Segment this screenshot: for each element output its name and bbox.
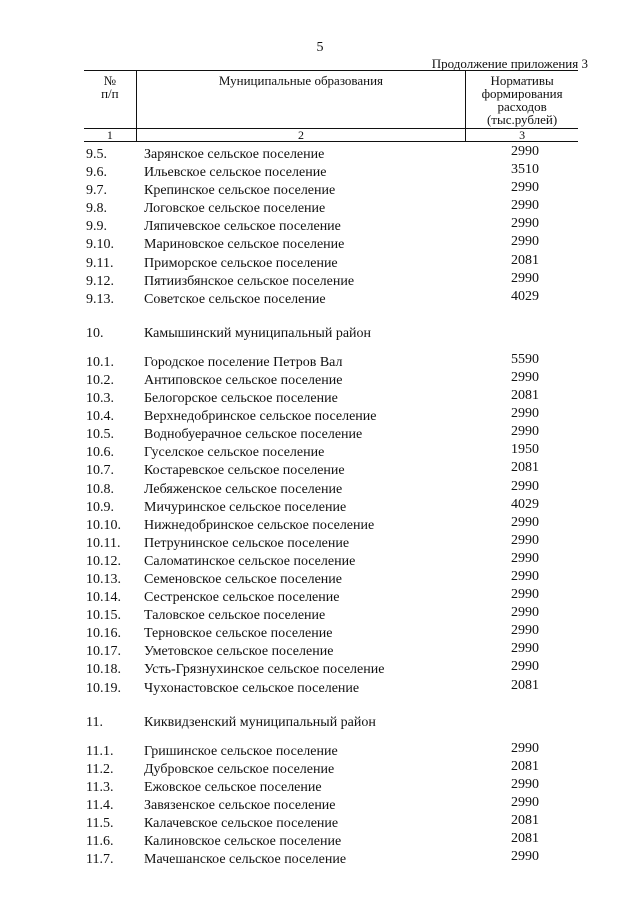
row-number: 10.18. [86,662,121,678]
table-row [86,568,566,589]
row-name: Семеновское сельское поселение [144,571,343,587]
row-number: 9.13. [86,291,114,307]
table-row [86,758,566,779]
row-number: 9.8. [86,201,107,217]
row-name: Дубровское сельское поселение [144,761,335,777]
row-name: Городское поселение Петров Вал [144,354,343,370]
header-norms: Нормативы формирования расходов (тыс.рублей) [466,71,578,129]
row-number: 11.4. [86,797,114,813]
row-value: 2990 [511,270,539,286]
row-number: 10.12. [86,553,121,569]
row-name: Таловское сельское поселение [144,608,326,624]
row-value: 1950 [511,442,539,458]
row-value: 2990 [511,514,539,530]
row-number: 11.3. [86,779,114,795]
row-value: 2990 [511,776,539,792]
row-name: Логовское сельское поселение [144,201,326,217]
table-row [86,218,566,236]
row-name: Антиповское сельское поселение [144,372,343,388]
table-row [86,589,566,607]
table-row [86,182,566,200]
table-row [86,426,566,444]
header-number: № п/п [84,71,136,129]
row-number: 9.7. [86,183,107,199]
row-number: 10.5. [86,427,114,443]
row-number: 10.4. [86,409,114,425]
row-value: 2990 [511,216,539,232]
table-row [86,607,566,625]
row-name: Советское сельское поселение [144,291,326,307]
row-name: Ежовское сельское поселение [144,779,322,795]
row-value: 2990 [511,406,539,422]
row-value: 2990 [511,478,539,494]
row-name: Киквидзенский муниципальный район [144,714,376,730]
table-row [86,514,566,535]
table-row [86,532,566,553]
row-name: Мачешанское сельское поселение [144,852,347,868]
row-number: 10. [86,325,104,341]
continuation-label: Продолжение приложения 3 [431,56,588,71]
row-number: 9.5. [86,147,107,162]
row-number: 10.9. [86,499,114,515]
table-row [86,200,566,218]
row-name: Приморское сельское поселение [144,255,338,271]
table-row [86,462,566,480]
row-value: 2081 [511,252,539,268]
table-row [86,351,566,372]
table-header [84,70,578,142]
row-number: 10.13. [86,571,121,587]
row-number: 11.5. [86,816,114,831]
table-body [86,146,566,869]
page-number: 5 [316,40,324,55]
row-number: 9.9. [86,219,107,235]
row-name: Мариновское сельское поселение [144,237,345,253]
row-name: Лебяженское сельское поселение [144,481,343,497]
row-name: Гришинское сельское поселение [144,743,338,759]
table-row [86,677,566,698]
row-name: Петрунинское сельское поселение [144,535,350,551]
row-value: 5590 [511,351,539,367]
row-number: 9.10. [86,237,114,253]
table-row [86,794,566,815]
table-row [86,288,566,309]
row-number: 10.14. [86,590,121,606]
row-name: Сестренское сельское поселение [144,590,340,606]
section-row [86,325,566,343]
row-number: 10.10. [86,517,121,533]
row-value: 2081 [511,813,539,828]
table-row [86,550,566,571]
table-row [86,776,566,797]
row-value: 2990 [511,568,539,584]
table-row [86,815,566,833]
row-value: 2081 [511,677,539,693]
table-row [86,270,566,291]
row-value: 2990 [511,532,539,548]
row-number: 9.12. [86,273,114,289]
row-name: Саломатинское сельское поселение [144,553,356,569]
row-name: Мичуринское сельское поселение [144,499,347,515]
row-name: Гуселское сельское поселение [144,445,325,461]
row-name: Камышинский муниципальный район [144,325,372,341]
row-value: 2081 [511,388,539,404]
table-row [86,740,566,761]
header-municipalities: Муниципальные образования [136,71,465,129]
table-row [86,661,566,679]
row-value: 2990 [511,623,539,639]
table-row [86,478,566,499]
row-number: 11.7. [86,852,114,868]
row-value: 2990 [511,605,539,621]
row-name: Пятиизбянское сельское поселение [144,273,355,289]
row-number: 10.8. [86,481,114,497]
row-name: Калиновское сельское поселение [144,834,342,850]
header-index-3: 3 [466,129,578,142]
table-row [86,252,566,273]
row-value: 2990 [511,144,539,159]
row-name: Крепинское сельское поселение [144,183,336,199]
table-row [86,496,566,517]
table-row [86,625,566,643]
row-value: 3510 [511,162,539,178]
table-row [86,444,566,462]
table-row [86,851,566,869]
row-value: 2990 [511,794,539,810]
row-number: 11.1. [86,743,114,759]
row-name: Белогорское сельское поселение [144,391,338,407]
row-number: 10.7. [86,463,114,479]
table-row [86,164,566,182]
row-value: 2990 [511,849,539,865]
table-row [86,833,566,851]
row-number: 10.2. [86,372,114,388]
row-number: 11.2. [86,761,114,777]
row-number: 10.16. [86,626,121,642]
row-name: Воднобуерачное сельское поселение [144,427,363,443]
row-name: Нижнедобринское сельское поселение [144,517,375,533]
row-value: 2990 [511,234,539,250]
table-row [86,146,566,164]
row-number: 10.15. [86,608,121,624]
row-name: Чухонастовское сельское поселение [144,680,360,696]
table-row [86,408,566,426]
row-number: 10.17. [86,644,121,660]
row-number: 10.1. [86,354,114,370]
row-number: 10.19. [86,680,121,696]
row-value: 2990 [511,180,539,196]
row-name: Калачевское сельское поселение [144,816,339,831]
row-value: 2990 [511,550,539,566]
row-name: Терновское сельское поселение [144,626,333,642]
row-value: 4029 [511,496,539,512]
row-number: 9.6. [86,165,107,181]
header-index-2: 2 [136,129,465,142]
row-value: 2990 [511,659,539,675]
table-row [86,236,566,254]
row-number: 11. [86,714,103,730]
row-name: Ильевское сельское поселение [144,165,327,181]
row-number: 10.11. [86,535,121,551]
row-number: 10.3. [86,391,114,407]
row-name: Костаревское сельское поселение [144,463,345,479]
table-row [86,643,566,661]
row-name: Ляпичевское сельское поселение [144,219,341,235]
table-row [86,390,566,408]
row-name: Усть-Грязнухинское сельское поселение [144,662,385,678]
row-number: 11.6. [86,834,114,850]
row-value: 2990 [511,587,539,603]
row-value: 2990 [511,641,539,657]
row-value: 2990 [511,424,539,440]
row-value: 2990 [511,369,539,385]
row-value: 2990 [511,198,539,214]
row-value: 2990 [511,740,539,756]
row-name: Завязенское сельское поселение [144,797,336,813]
row-number: 9.11. [86,255,114,271]
row-value: 4029 [511,288,539,304]
row-name: Зарянское сельское поселение [144,147,325,162]
row-value: 2081 [511,758,539,774]
section-row [86,714,566,732]
row-name: Уметовское сельское поселение [144,644,334,660]
row-number: 10.6. [86,445,114,461]
table-row [86,369,566,390]
row-value: 2081 [511,831,539,847]
header-index-1: 1 [84,129,136,142]
row-value: 2081 [511,460,539,476]
row-name: Верхнедобринское сельское поселение [144,409,377,425]
